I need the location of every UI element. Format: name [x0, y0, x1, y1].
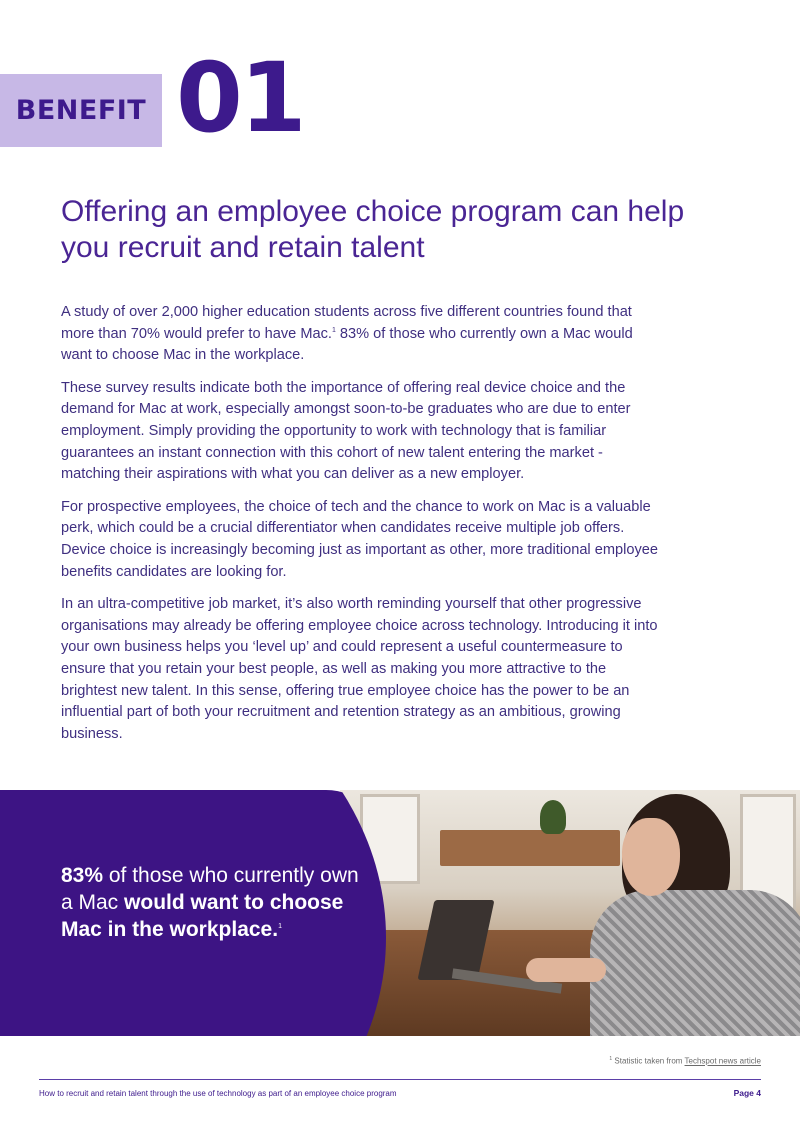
footer-doc-title: How to recruit and retain talent through the use of technology as part of an employee choice program — [39, 1089, 397, 1098]
page-headline: Offering an employee choice program can help you recruit and retain talent — [61, 195, 685, 264]
footnote-text: Statistic taken from — [612, 1056, 685, 1066]
callout-bold-text: would want to choose Mac in the workplace. — [61, 891, 344, 941]
benefit-number: 01 — [176, 42, 304, 154]
person-hands — [526, 958, 606, 982]
paragraph-2: These survey results indicate both the importance of offering real device choice and the demand for Mac at work, especially amongst soon-to-be graduates who are due to enter employment. Simply providing the opportunity to work with technology that is familiar guarantees an instant connection with this cohort of new talent entering the market - matching their aspirations with what you can deliver as a new employer. — [61, 379, 631, 483]
person-face — [622, 818, 680, 896]
stat-value: 83% — [61, 864, 104, 887]
stat-callout — [61, 862, 361, 943]
callout-text: of those who currently own a Mac — [61, 864, 359, 914]
footer-divider — [39, 1079, 761, 1080]
benefit-label: BENEFIT — [15, 95, 147, 126]
paragraph-4: In an ultra-competitive job market, it’s also worth reminding yourself that other progressive organisations may already be offering employee choice across technology. Introducing it into your own business helps you ‘level up’ and could represent a useful countermeasure to ensure that you retain your best people, as well as making you more attractive to the brightest new talent. In this sense, offering true employee choice has the power to be an influential part of both your recruitment and retention strategy as an ambitious, growing business. — [61, 596, 658, 742]
body-text — [61, 302, 666, 756]
woman-at-laptop-photo — [340, 790, 800, 1036]
stat-banner — [0, 790, 800, 1036]
person-body — [590, 890, 800, 1036]
paragraph-1-start: A study of over 2,000 higher education students across five different countries found that more than 70% would prefer to have Mac. — [61, 304, 632, 342]
background-table — [440, 830, 620, 866]
paragraph-1-end: 83% of those who currently own a Mac would want to choose Mac in the workplace. — [61, 325, 633, 364]
paragraph-1 — [61, 302, 666, 367]
source-link[interactable]: Techspot news article — [684, 1056, 761, 1066]
footnote-marker: 1 — [278, 923, 282, 930]
plant — [540, 800, 566, 834]
footnote-number: 1 — [609, 1056, 613, 1062]
footnote — [609, 1056, 761, 1066]
paragraph-3: For prospective employees, the choice of tech and the chance to work on Mac is a valuable perk, which could be a crucial differentiator when candidates receive multiple job offers. Device choice is increasingly becoming just as important as other, more traditional employee benefits candidates are looking for. — [61, 498, 659, 580]
benefit-label-box — [0, 74, 162, 147]
page-number: Page 4 — [733, 1088, 761, 1098]
footnote-marker: 1 — [331, 326, 336, 334]
